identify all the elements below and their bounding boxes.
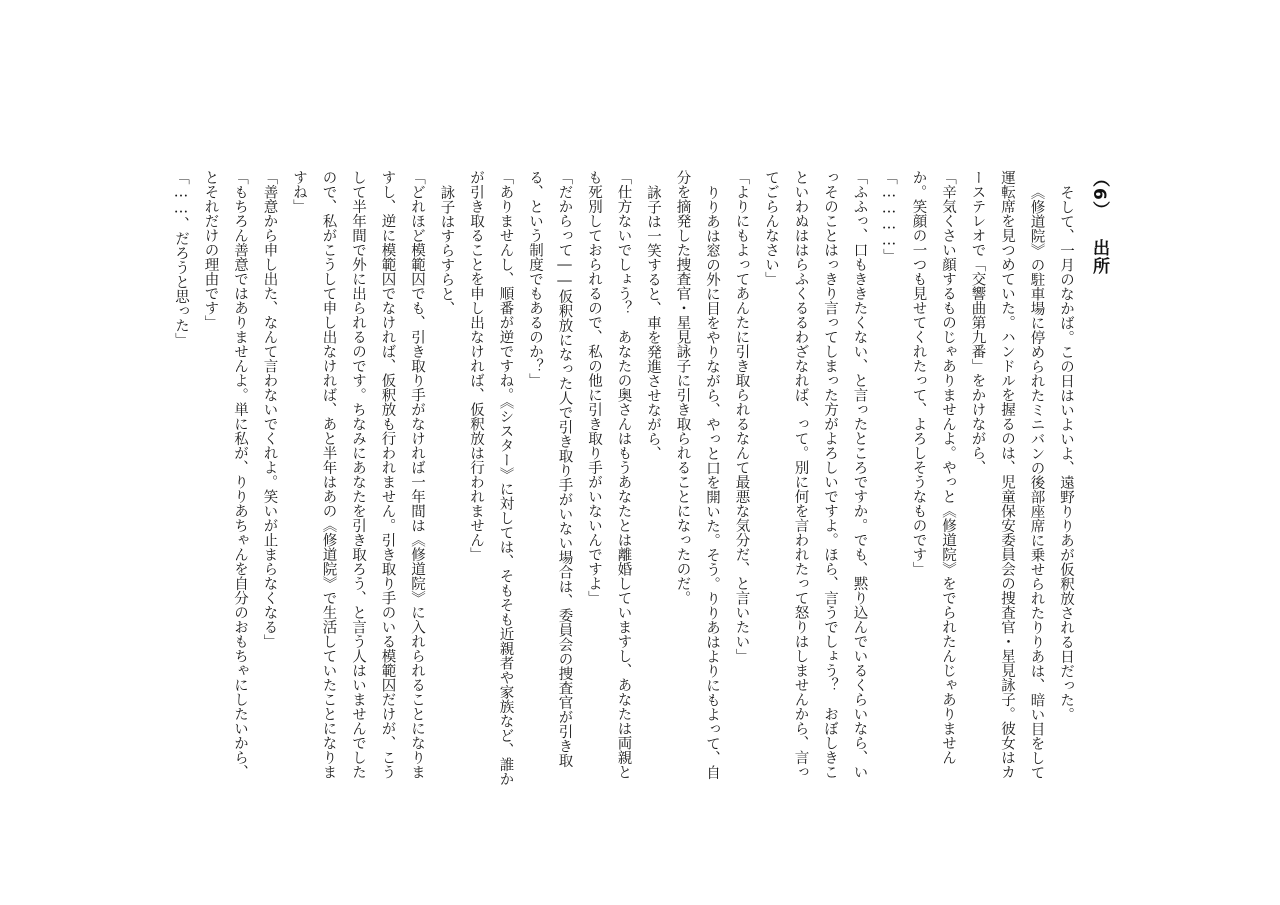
- paragraph: 「…………」: [881, 170, 897, 263]
- paragraph: 「善意から申し出た、なんて言わないでくれよ。笑いが止まらなくなる」: [261, 170, 278, 649]
- body-text: [166, 170, 1081, 790]
- paragraph: 「よりにもよってあんたに引き取られるなんて最悪な気分だ、と言いたい」: [733, 170, 750, 663]
- paragraph: 詠子はすらすらと、: [438, 184, 455, 315]
- paragraph: 「……、だろうと思った」: [173, 170, 189, 347]
- paragraph: 「仕方ないでしょう？ あなたの奥さんはもうあなたとは離婚していますし、あなたは両親とも死別しておられるので、私の他に引き取り手がいないんですよ」: [586, 170, 632, 779]
- paragraph: 「どれほど模範囚でも、引き取り手がなければ一年間は《修道院》に入れられることになりますし、逆に模範囚でなければ、仮釈放も行われません。引き取り手のいる模範囚だけが、こうして半年間で外に出られるのです。ちなみにあなたを引き取ろう、と言う人はいませんでしたので、私がこうして申し出なければ、あと半年はあの《修道院》で生活していたことになりますね」: [291, 170, 425, 779]
- paragraph: 詠子は一笑すると、車を発進させながら、: [645, 184, 661, 460]
- paragraph: 「もちろん善意ではありませんよ。単に私が、りりあちゃんを自分のおもちゃにしたいから、とそれだけの理由です」: [202, 170, 248, 779]
- paragraph: そして、一月のなかば。この日はいよいよ、遠野りりあが仮釈放される日だった。: [1058, 184, 1074, 721]
- chapter-heading: [1087, 170, 1112, 275]
- paragraph: 「辛気くさい顔するものじゃありませんよ。やっと《修道院》をでられたんじゃありませんか。笑顔の一つも見せてくれたって、よろしそうなものです」: [910, 170, 956, 765]
- paragraph: 「ふふっ、口もききたくない、と言ったところですか。でも、黙り込んでいるくらいなら、いっそのことはっきり言ってしまった方がよろしいですよ。ほら、言うでしょう？ おぼしきこといわぬははらふくるるわざなれば、って。別に何を言われたって怒りはしませんから、言ってごらんなさい」: [763, 170, 868, 779]
- chapter-title-text: 出所: [1089, 238, 1109, 275]
- paragraph: りりあは窓の外に目をやりながら、やっと口を開いた。そう。りりあはよりにもよって、自分を摘発した捜査官・星見詠子に引き取られることになったのだ。: [674, 170, 720, 779]
- paragraph: 「だからって――仮釈放になった人で引き取り手がいない場合は、委員会の捜査官が引き取る、という制度でもあるのか？」: [527, 170, 573, 768]
- chapter-number: （6）: [1089, 170, 1109, 219]
- paragraph: 《修道院》の駐車場に停められたミニバンの後部座席に乗せられたりりあは、暗い目をして運転席を見つめていた。ハンドルを握るのは、児童保安委員会の捜査官・星見詠子。彼女はカーステレオで「交響曲第九番」をかけながら、: [969, 170, 1045, 779]
- paragraph: 「ありませんし、順番が逆ですね。《シスター》に対しては、そもそも近親者や家族など、誰かが引き取ることを申し出なければ、仮釈放は行われません」: [468, 170, 514, 787]
